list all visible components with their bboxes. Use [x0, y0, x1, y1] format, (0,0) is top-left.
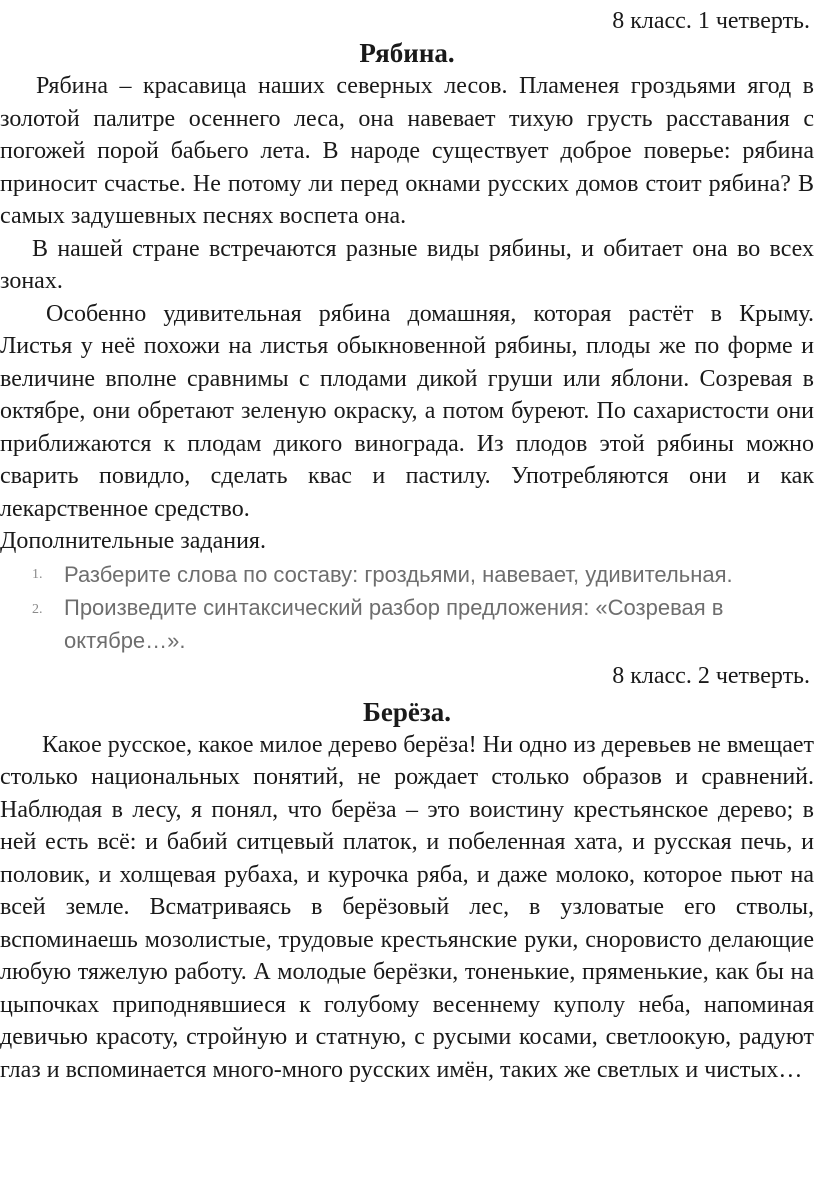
task-number: 1. — [32, 566, 43, 582]
section2-title: Берёза. — [363, 696, 451, 727]
section2-paragraph: Какое русское, какое милое дерево берёза! Ни одно из деревьев не вмещает столько национальных понятий, не рождает столько образов и сравнений. Наблюдая в лесу, я понял, что берёза – это воистину крестьянское дерево; в ней есть всё: и бабий ситцевый платок, и побеленная хата, и русская печь, и половик, и холщевая рубаха, и курочка ряба, и даже молоко, которое пьют на всей земле. Всматриваясь в берёзовый лес, в узловатые его стволы, вспоминаешь мозолистые, трудовые крестьянские руки, сноровисто делающие любую тяжелую работу. А молодые берёзки, тоненькие, пряменькие, как бы на цыпочках приподнявшиеся к голубому весеннему куполу неба, напоминая девичью красоту, стройную и статную, с русыми косами, светлоокую, радуют глаз и вспоминается много-много русских имён, таких же светлых и чистых… — [0, 731, 814, 1083]
task-text: Разберите слова по составу: гроздьями, навевает, удивительная. — [64, 561, 733, 587]
section1-paragraph-3: Особенно удивительная рябина домашняя, которая растёт в Крыму. Листья у неё похожи на листья обыкновенной рябины, плоды же по форме и величине вполне сравнимы с плодами дикой груши или яблони. Созревая в октябре, они обретают зеленую окраску, а потом буреют. По сахаристости они приближаются к плодам дикого винограда. Из плодов этой рябины можно сварить повидло, сделать квас и пастилу. Употребляются они и как лекарственное средство. — [0, 300, 814, 522]
section1-grade-quarter: 8 класс. 1 четверть. — [612, 8, 810, 34]
section2-grade-quarter: 8 класс. 2 четверть. — [612, 662, 810, 689]
tasks-heading: Дополнительные задания. — [0, 528, 266, 554]
task-item — [0, 591, 814, 657]
tasks-list — [0, 558, 814, 657]
section1-title: Рябина. — [359, 38, 455, 68]
task-text: Произведите синтаксический разбор предложения: «Созревая в октябре…». — [64, 594, 724, 653]
section1-paragraph-2: В нашей стране встречаются разные виды рябины, и обитает она во всех зонах. — [0, 235, 814, 294]
section1-paragraph-1: Рябина – красавица наших северных лесов. Пламенея гроздьями ягод в золотой палитре осеннего леса, она навевает тихую грусть расставания с погожей порой бабьего лета. В народе существует доброе поверье: рябина приносит счастье. Не потому ли перед окнами русских домов стоит рябина? В самых задушевных песнях воспета она. — [0, 73, 814, 229]
task-item — [0, 558, 814, 591]
task-number: 2. — [32, 601, 43, 617]
